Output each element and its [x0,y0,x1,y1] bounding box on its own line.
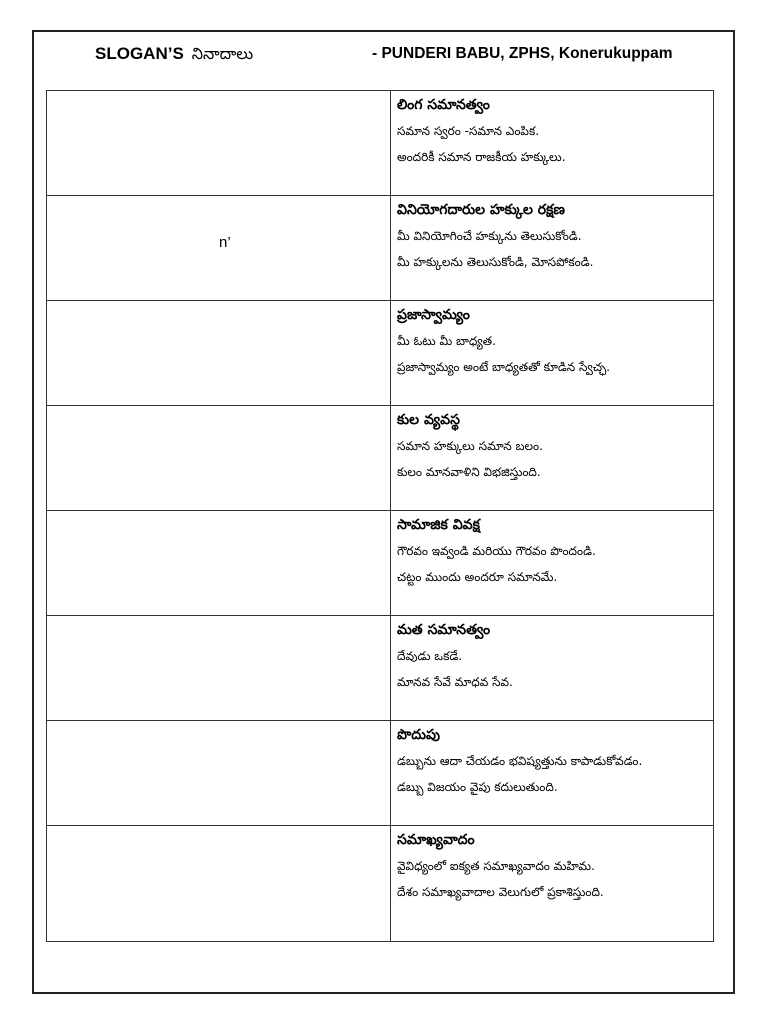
slogan-line: కులం మానవాళిని విభజిస్తుంది. [397,465,541,479]
slogan-cell [391,826,714,942]
slogans-table [46,90,714,942]
slogan-line: వైవిధ్యంలో ఐక్యత సమాఖ్యవాదం మహిమ. [397,859,595,873]
blank-cell [47,406,391,511]
slogan-line: మానవ సేవే మాధవ సేవ. [397,675,513,689]
table-row [47,301,714,406]
slogan-line: చట్టం ముందు అందరూ సమానమే. [397,570,558,584]
page-title [95,44,253,67]
slogan-line: దేశం సమాఖ్యవాదాల వెలుగులో ప్రకాశిస్తుంది. [397,885,604,899]
slogan-cell [391,406,714,511]
slogan-line: మీ వినియోగించే హక్కును తెలుసుకోండి. [397,229,582,243]
slogan-line: దేవుడు ఒకడే. [397,649,463,663]
slogan-line: సమాన స్వరం -సమాన ఎంపిక. [397,124,540,138]
slogan-line: అందరికీ సమాన రాజకీయ హక్కులు. [397,150,566,164]
title-english: SLOGAN’S [95,44,184,63]
table-row [47,406,714,511]
slogan-cell [391,511,714,616]
slogan-cell [391,196,714,301]
table-row [47,91,714,196]
slogan-line: డబ్బును ఆదా చేయడం భవిష్యత్తును కాపాడుకోవడం. [397,754,643,768]
topic-title: ప్రజాస్వామ్యం [397,307,470,323]
slogan-cell [391,616,714,721]
blank-cell [47,301,391,406]
topic-title: మత సమానత్వం [397,622,491,638]
blank-cell [47,91,391,196]
blank-cell [47,511,391,616]
slogan-cell [391,721,714,826]
author-credit: - PUNDERI BABU, ZPHS, Konerukuppam [372,45,673,62]
blank-cell [47,826,391,942]
topic-title: కుల వ్యవస్థ [397,412,460,428]
topic-title: సమాఖ్యవాదం [397,832,475,848]
title-telugu: నినాదాలు [191,44,254,63]
table-row [47,196,714,301]
slogan-line: సమాన హక్కులు సమాన బలం. [397,439,543,453]
stray-mark: n’ [219,234,231,251]
table-row [47,721,714,826]
blank-cell [47,196,391,301]
slogan-line: గౌరవం ఇవ్వండి మరియు గౌరవం పొందండి. [397,544,596,558]
slogan-line: మీ ఓటు మీ బాధ్యత. [397,334,496,348]
table-row [47,616,714,721]
blank-cell [47,616,391,721]
table-row [47,511,714,616]
topic-title: లింగ సమానత్వం [397,97,490,113]
slogan-line: డబ్బు విజయం వైపు కదులుతుంది. [397,780,558,794]
topic-title: వినియోగదారుల హక్కుల రక్షణ [397,202,565,218]
slogan-cell [391,301,714,406]
slogan-cell [391,91,714,196]
topic-title: సామాజిక వివక్ష [397,517,480,533]
blank-cell [47,721,391,826]
slogan-line: మీ హక్కులను తెలుసుకోండి, మోసపోకండి. [397,255,594,269]
topic-title: పొదుపు [397,727,440,743]
table-row [47,826,714,942]
slogan-line: ప్రజాస్వామ్యం అంటే బాధ్యతతో కూడిన స్వేచ్ఛ. [397,360,611,374]
